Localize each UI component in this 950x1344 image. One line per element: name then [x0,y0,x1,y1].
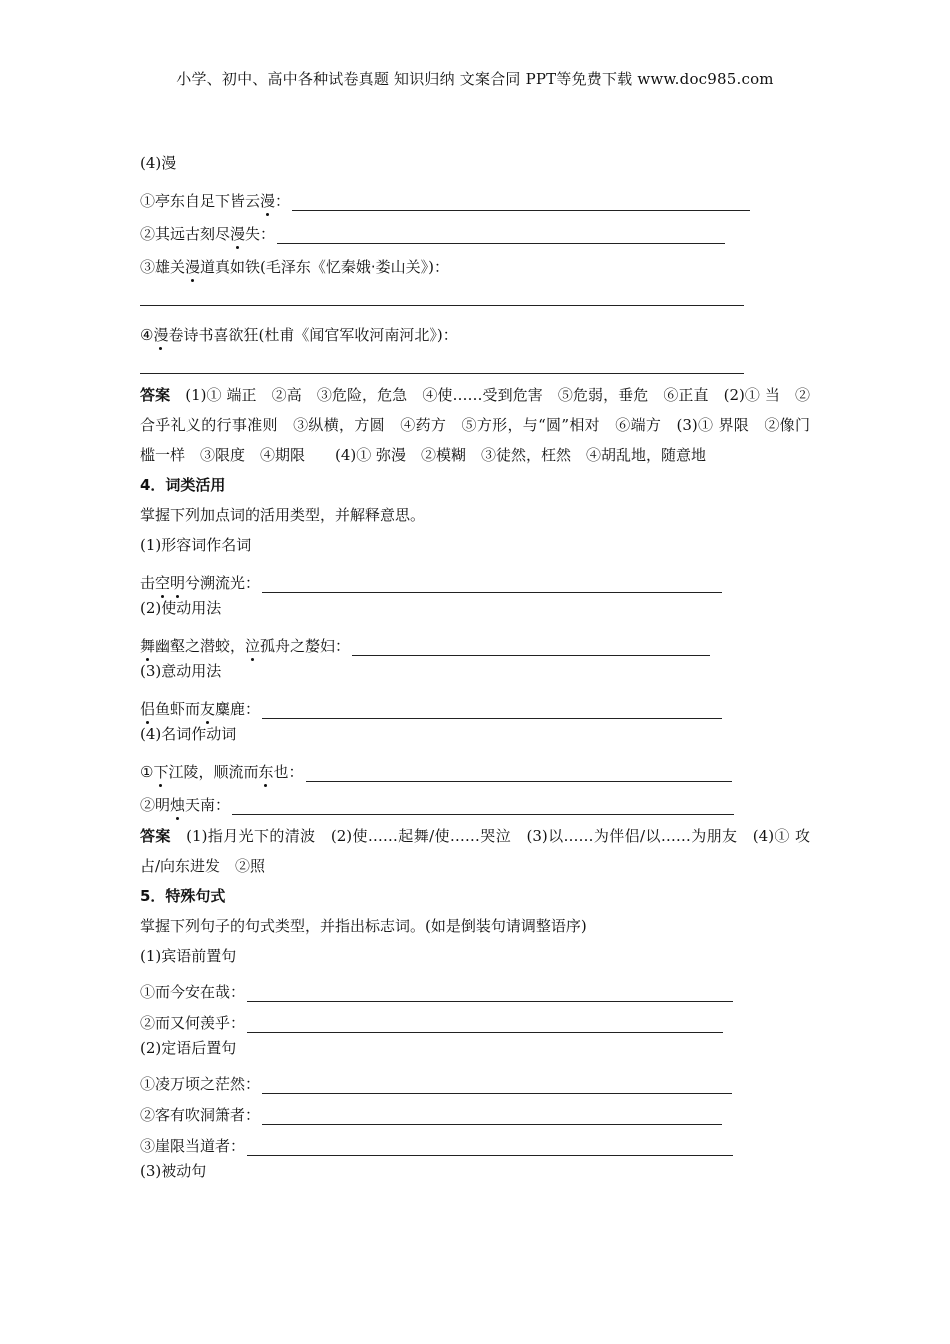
sec5-item-1b: ②而又何羡乎： [140,1002,810,1033]
sub-4-title: (4)名词作动词 [140,725,237,743]
answer-blank[interactable] [232,794,734,815]
q4-item-3: ③雄关漫道真如铁(毛泽东《忆秦娥·娄山关》)： [140,258,450,276]
answer-blank[interactable] [247,1012,723,1033]
section-4-intro: 掌握下列加点词的活用类型，并解释意思。 [140,506,426,524]
q4-item-4: ④漫卷诗书喜欲狂(杜甫《闻官军收河南河北》)： [140,326,458,344]
answer-block-2: 答案 (1)指月光下的清波 (2)使……起舞/使……哭泣 (3)以……为伴侣/以……为朋友 (4)① 攻占/向东进发 ②照 [140,827,810,875]
answer-block-1: 答案 (1)① 端正 ②高 ③危险，危急 ④使……受到危害 ⑤危弱，垂危 ⑥正直 (2)① 当 ②合乎礼义的行事准则 ③纵横，方圆 ④药方 ⑤方形，与“圆”相对 ⑥端方 (3)① 界限 ②像门槛一样 ③限度 ④期限 (4)① 弥漫 ②模糊 ③徒然，枉然 ④胡乱地，随意地 [140,386,810,464]
section-5-title: 5．特殊句式 [140,887,226,905]
page-header: 小学、初中、高中各种试卷真题 知识归纳 文案合同 PPT等免费下载 www.doc985.com [176,70,774,88]
sec5-item-1a: ①而今安在哉： [140,971,810,1002]
dotted-char: 烛 [170,796,186,814]
dotted-char: 漫 [260,192,276,210]
answer-blank[interactable] [140,345,744,374]
q4-item-2: ②其远古刻尽漫失： [140,211,810,244]
sec5-item-2b: ②客有吹洞箫者： [140,1094,810,1125]
sec4-item-4a: ①下江陵，顺流而东也： [140,749,810,782]
sec4-item-3: 侣鱼虾而友麋鹿： [140,686,810,719]
answer-blank[interactable] [262,572,722,593]
dotted-char: 漫 [185,258,201,276]
dotted-char: 漫 [230,225,246,243]
answer-blank[interactable] [277,223,725,244]
dotted-char: 下 [153,763,169,781]
q4-title: (4)漫 [140,154,177,172]
sub-1-title: (1)宾语前置句 [140,947,237,965]
dotted-char: 舞 [140,637,156,655]
answer-blank[interactable] [262,1073,732,1094]
section-4-title: 4．词类活用 [140,476,226,494]
q4-item-1: ①亭东自足下皆云漫： [140,178,810,211]
answer-blank[interactable] [262,1104,722,1125]
dotted-char: 侣 [140,700,156,718]
answer-blank[interactable] [140,277,744,306]
dotted-char: 漫 [153,326,169,344]
sub-2-title: (2)使动用法 [140,599,222,617]
sub-3-title: (3)意动用法 [140,662,222,680]
dotted-char: 东 [258,763,274,781]
dotted-char: 泣 [245,637,261,655]
sec4-item-4b: ②明烛天南： [140,782,810,815]
dotted-char: 空 [155,574,171,592]
dotted-char: 友 [200,700,216,718]
answer-blank[interactable] [262,698,722,719]
sub-1-title: (1)形容词作名词 [140,536,252,554]
sub-3-title: (3)被动句 [140,1162,207,1180]
dotted-char: 明 [170,574,186,592]
answer-blank[interactable] [292,190,750,211]
sec5-item-2c: ③崖限当道者： [140,1125,810,1156]
answer-blank[interactable] [306,761,732,782]
section-5-intro: 掌握下列句子的句式类型，并指出标志词。(如是倒装句请调整语序) [140,917,587,935]
sec5-item-2a: ①凌万顷之茫然： [140,1063,810,1094]
sec4-item-2: 舞幽壑之潜蛟，泣孤舟之嫠妇： [140,623,810,656]
sec4-item-1: 击空明兮溯流光： [140,560,810,593]
sub-2-title: (2)定语后置句 [140,1039,237,1057]
answer-blank[interactable] [247,981,733,1002]
answer-blank[interactable] [247,1135,733,1156]
answer-blank[interactable] [352,635,710,656]
document-body [140,148,810,1186]
